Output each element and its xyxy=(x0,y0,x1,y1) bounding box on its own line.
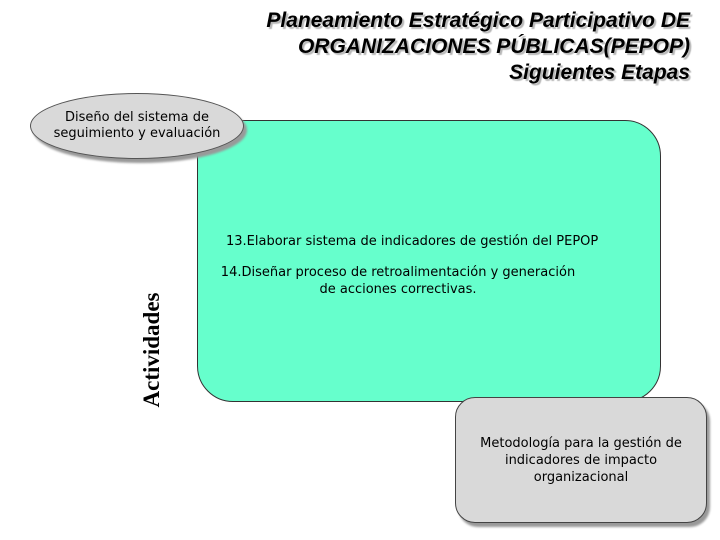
title-line-1: Planeamiento Estratégico Participativo DE xyxy=(266,9,690,32)
page-title xyxy=(266,8,690,86)
activities-box xyxy=(197,120,661,402)
phase-ellipse xyxy=(30,93,244,159)
methodology-label: Metodología para la gestión de indicadores de impacto organizacional xyxy=(480,435,682,485)
title-line-2: ORGANIZACIONES PÚBLICAS(PEPOP) xyxy=(297,35,690,58)
phase-label: Diseño del sistema de seguimiento y evaluación xyxy=(53,110,221,141)
activity-14: 14.Diseñar proceso de retroalimentación y generación de acciones correctivas. xyxy=(220,265,576,297)
activity-13: 13.Elaborar sistema de indicadores de gestión del PEPOP xyxy=(226,234,599,249)
activities-side-label: Actividades xyxy=(139,292,164,408)
methodology-box xyxy=(455,397,707,523)
title-line-3: Siguientes Etapas xyxy=(509,61,690,84)
